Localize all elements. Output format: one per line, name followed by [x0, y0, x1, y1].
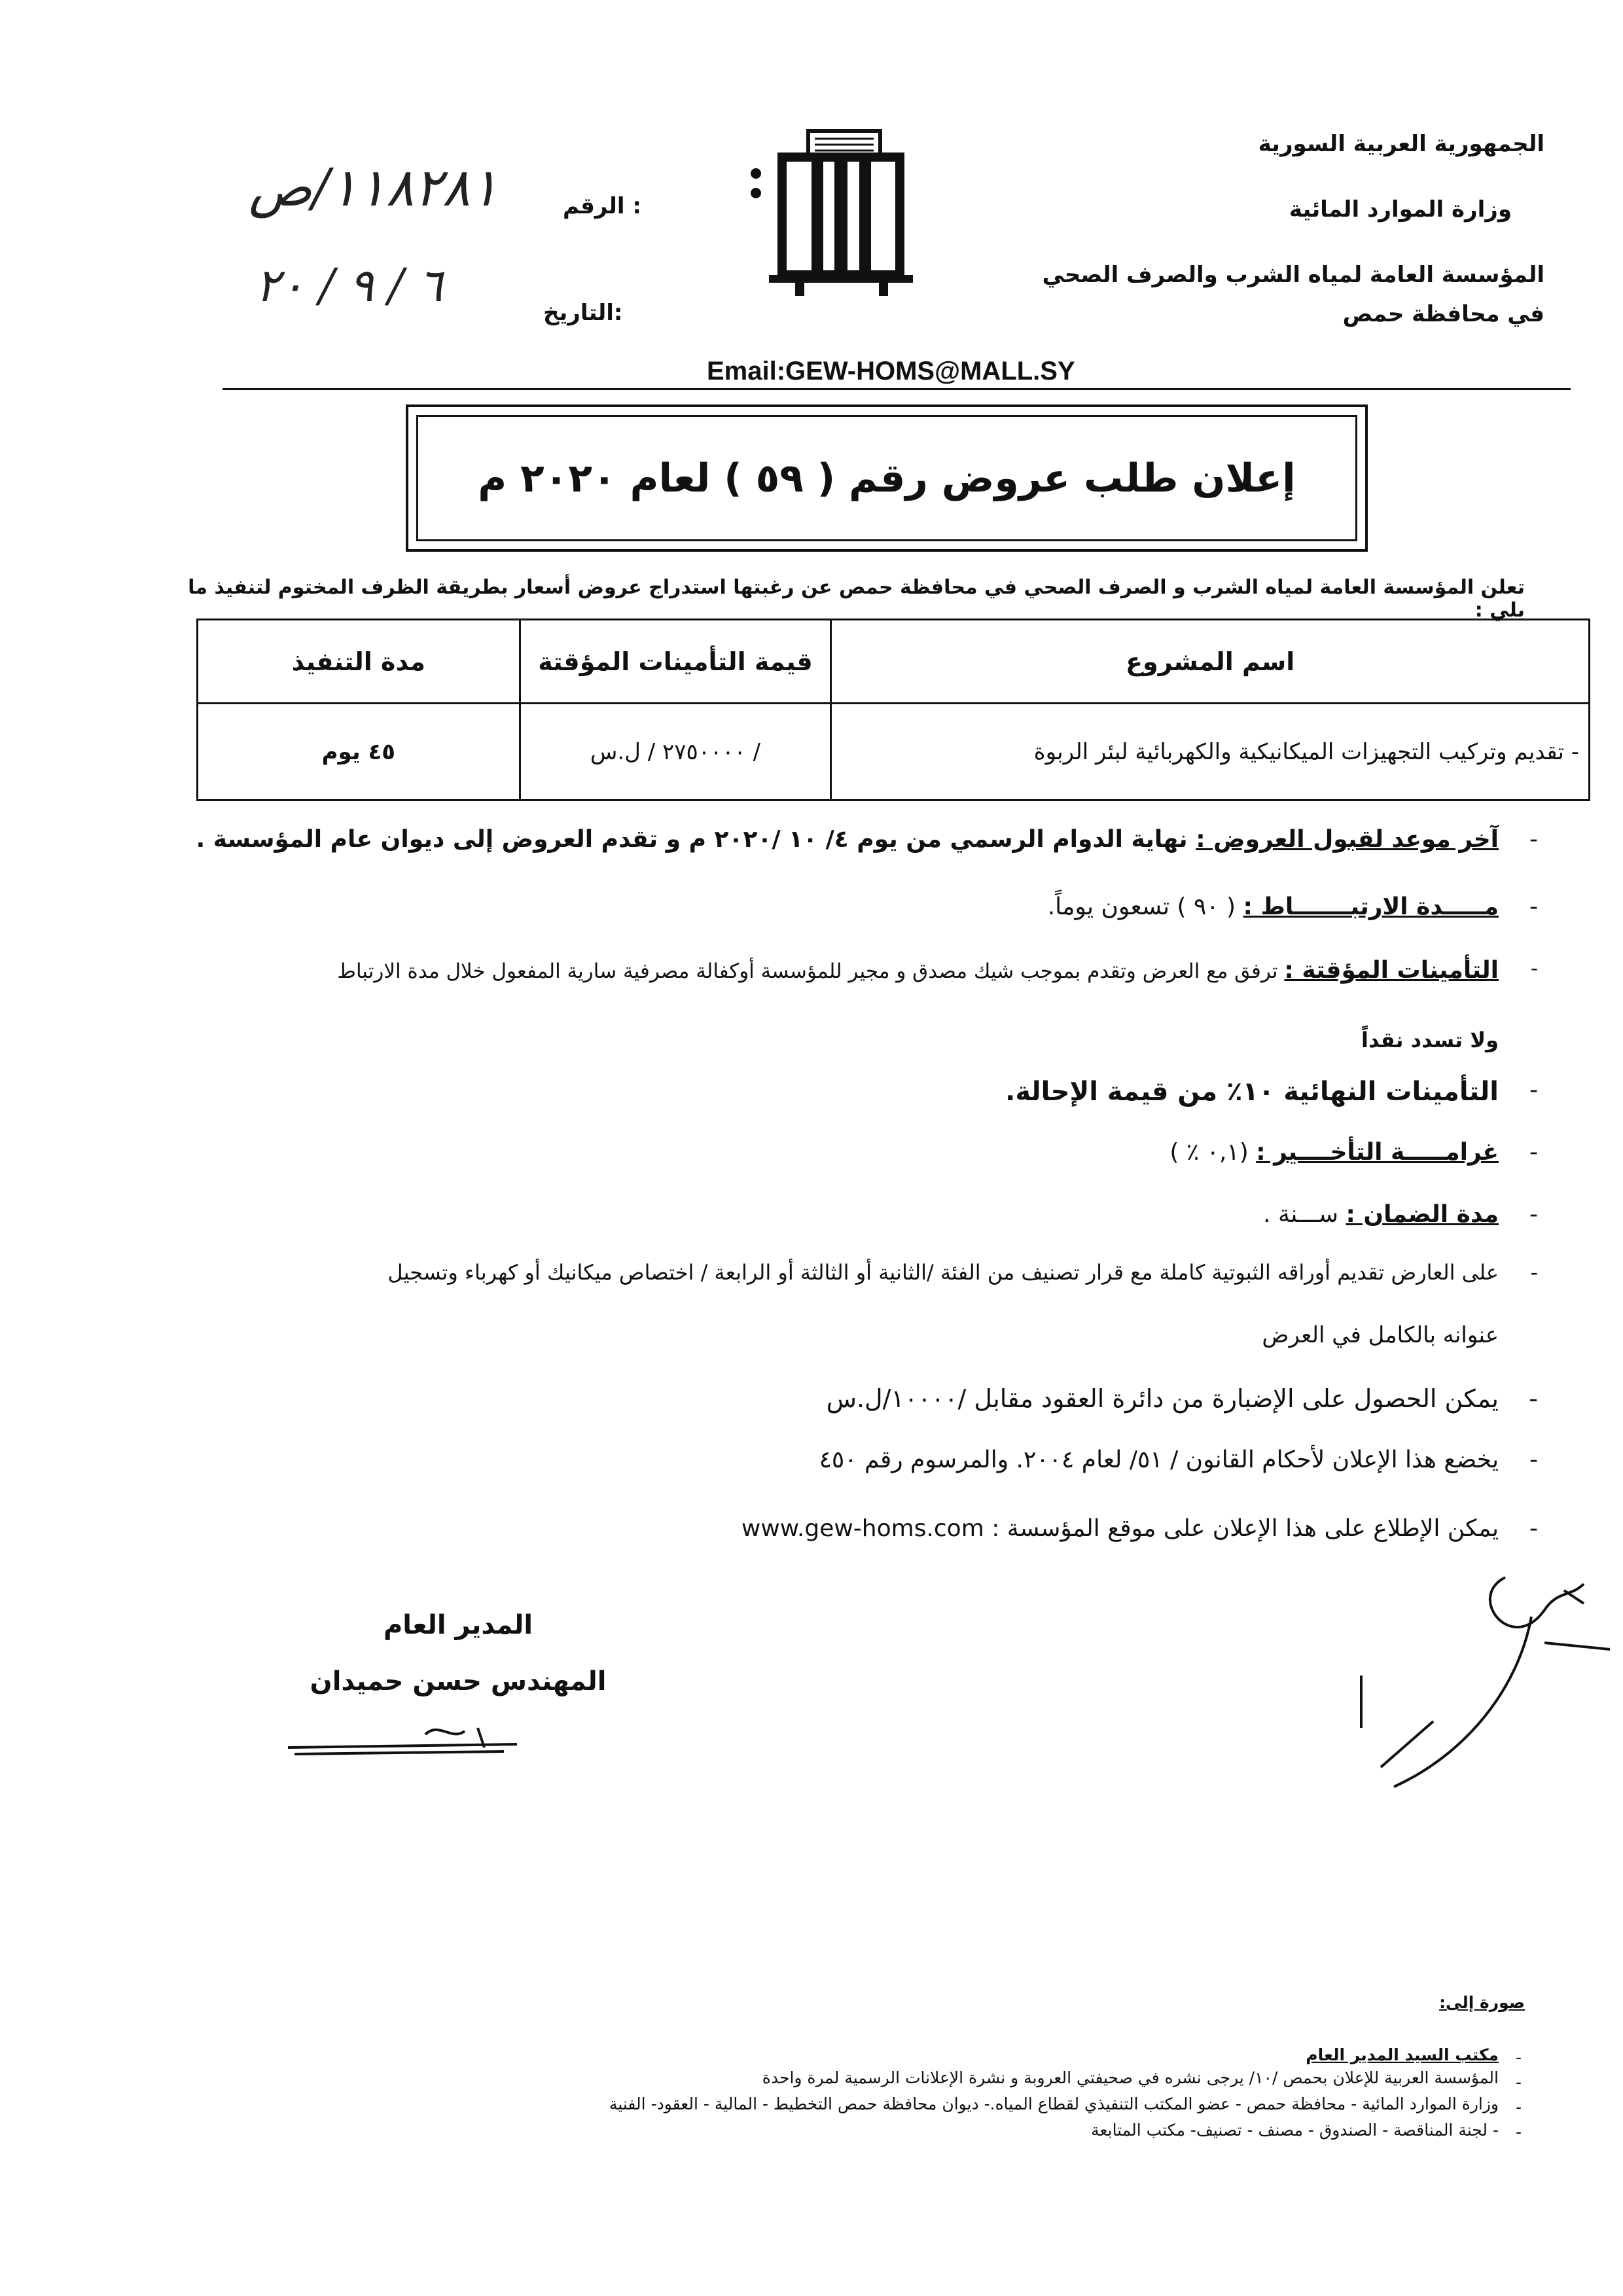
item-deadline-label: آخر موعد لقبول العروض :: [1196, 826, 1499, 853]
item-tender-file: - يمكن الحصول على الإضبارة من دائرة العقود مقابل /١٠٠٠٠/ل.س: [826, 1384, 1538, 1413]
item-delay-penalty-text: (٠,١ ٪ ): [1169, 1139, 1257, 1166]
issuer-line-3: المؤسسة العامة لمياه الشرب والصرف الصحي: [1042, 262, 1544, 288]
footer-heading: صورة إلى:: [1439, 1993, 1525, 2012]
ministry-logo: [743, 128, 933, 304]
item-final-insurance: - التأمينات النهائية ١٠٪ من قيمة الإحالة.: [1005, 1077, 1538, 1107]
date-label: التاريخ:: [543, 300, 623, 326]
footer-line-2: المؤسسة العربية للإعلان بحمص /١٠/ يرجى نشره في صحيفتي العروبة و نشرة الإعلانات الرسمية لمرة واحدة: [762, 2068, 1499, 2087]
footer-line-4: - لجنة المناقصة - الصندوق - مصنف - تصنيف- مكتب المتابعة: [1091, 2121, 1499, 2140]
handwritten-signature-left: [281, 1708, 530, 1761]
intro-text: تعلن المؤسسة العامة لمياه الشرب و الصرف الصحي في محافظة حمص عن رغبتها استدراج عروض أسعار بطريقة الظرف المختوم لتنفيذ ما يلي :: [188, 576, 1525, 622]
header-duration: مدة التنفيذ: [198, 620, 520, 704]
date-handwritten: ٦ / ٩ / ٢٠: [255, 259, 443, 312]
item-temp-insurance-text: ترفق مع العرض وتقدم بموجب شيك مصدق و مجير للمؤسسة أوكفالة مصرفية سارية المفعول خلال مدة الارتباط: [337, 960, 1285, 983]
item-commitment: - مـــــدة الارتبـــــــاط : ( ٩٠ ) تسعون يوماً.: [1047, 893, 1538, 920]
item-deadline: - آخر موعد لقبول العروض : نهاية الدوام الرسمي من يوم ٤/ ١٠ /٢٠٢٠ م و تقدم العروض إلى ديوان عام المؤسسة .: [196, 826, 1538, 853]
item-delay-penalty-label: غرامـــــة التأخــــير :: [1256, 1139, 1499, 1166]
cell-duration: ٤٥ يوم: [198, 704, 520, 800]
table-header-row: [198, 620, 1590, 704]
cell-temp-insurance: / ٢٧٥٠٠٠٠ / ل.س: [520, 704, 831, 800]
signature-block: [281, 1610, 635, 1696]
issuer-line-2: وزارة الموارد المائية: [1289, 196, 1512, 223]
director-title: المدير العام: [383, 1610, 533, 1640]
item-address: عنوانه بالكامل في العرض: [1262, 1322, 1499, 1348]
announcement-title: إعلان طلب عروض رقم ( ٥٩ ) لعام ٢٠٢٠ م: [478, 455, 1296, 501]
item-documents-text: على العارض تقديم أوراقه الثبوتية كاملة مع قرار تصنيف من الفئة /الثانية أو الثالثة أو الرابعة / اختصاص ميكانيك أو كهرباء وتسجيل: [387, 1260, 1499, 1285]
item-website: - يمكن الإطلاع على هذا الإعلان على موقع المؤسسة : www.gew-homs.com: [741, 1515, 1538, 1542]
footer-line-1: مكتب السيد المدير العام: [1306, 2045, 1499, 2064]
item-commitment-text: ( ٩٠ ) تسعون يوماً.: [1047, 893, 1243, 920]
issuer-block: [1042, 131, 1544, 327]
item-warranty: - مدة الضمان : ســـنة .: [1263, 1201, 1538, 1228]
number-label: الرقم :: [563, 193, 641, 219]
issuer-line-4: في محافظة حمص: [1342, 301, 1544, 327]
item-warranty-text: ســـنة .: [1263, 1201, 1346, 1228]
item-law-text: يخضع هذا الإعلان لأحكام القانون / ٥١/ لعام ٢٠٠٤. والمرسوم رقم ٤٥٠: [819, 1446, 1499, 1473]
project-table: [196, 619, 1590, 801]
item-temp-insurance: - التأمينات المؤقتة : ترفق مع العرض وتقدم بموجب شيك مصدق و مجير للمؤسسة أوكفالة مصرفية سارية المفعول خلال مدة الارتباط: [337, 957, 1538, 984]
item-commitment-label: مـــــدة الارتبـــــــاط :: [1243, 893, 1499, 920]
email-address: Email:GEW-HOMS@MALL.SY: [707, 357, 1075, 386]
header-divider: [223, 388, 1571, 390]
director-name: المهندس حسن حميدان: [310, 1666, 607, 1696]
footer-dashes: - - - -: [1515, 2048, 1522, 2142]
item-no-cash: ولا تسدد نقداً: [1361, 1028, 1499, 1052]
item-final-insurance-text: التأمينات النهائية ١٠٪ من قيمة الإحالة.: [1005, 1077, 1499, 1107]
item-tender-file-text: يمكن الحصول على الإضبارة من دائرة العقود مقابل /١٠٠٠٠/ل.س: [826, 1384, 1499, 1413]
title-frame: [406, 404, 1368, 552]
item-law: - يخضع هذا الإعلان لأحكام القانون / ٥١/ لعام ٢٠٠٤. والمرسوم رقم ٤٥٠: [819, 1446, 1538, 1473]
table-row: [198, 704, 1590, 800]
item-temp-insurance-label: التأمينات المؤقتة :: [1284, 957, 1499, 984]
header-project-name: اسم المشروع: [831, 620, 1590, 704]
issuer-line-1: الجمهورية العربية السورية: [1258, 131, 1544, 157]
item-documents: - على العارض تقديم أوراقه الثبوتية كاملة مع قرار تصنيف من الفئة /الثانية أو الثالثة أو الرابعة / اختصاص ميكانيك أو كهرباء وتسجيل: [387, 1260, 1538, 1285]
cell-project-name: - تقديم وتركيب التجهيزات الميكانيكية والكهربائية لبئر الربوة: [831, 704, 1590, 800]
item-warranty-label: مدة الضمان :: [1346, 1201, 1499, 1228]
item-website-text: يمكن الإطلاع على هذا الإعلان على موقع المؤسسة : www.gew-homs.com: [741, 1515, 1499, 1542]
item-delay-penalty: - غرامـــــة التأخــــير : (٠,١ ٪ ): [1169, 1139, 1538, 1166]
item-deadline-text: نهاية الدوام الرسمي من يوم ٤/ ١٠ /٢٠٢٠ م و تقدم العروض إلى ديوان عام المؤسسة .: [196, 826, 1196, 853]
handwritten-signature-right: [1335, 1558, 1623, 1806]
header-temp-insurance: قيمة التأمينات المؤقتة: [520, 620, 831, 704]
footer-line-3: وزارة الموارد المائية - محافظة حمص - عضو المكتب التنفيذي لقطاع المياه.- ديوان محافظة حمص التخطيط - المالية - العقود- الفنية: [609, 2094, 1499, 2113]
title-inner-frame: [416, 415, 1357, 541]
number-handwritten: ١١٨٢٨١/ص: [249, 157, 499, 218]
